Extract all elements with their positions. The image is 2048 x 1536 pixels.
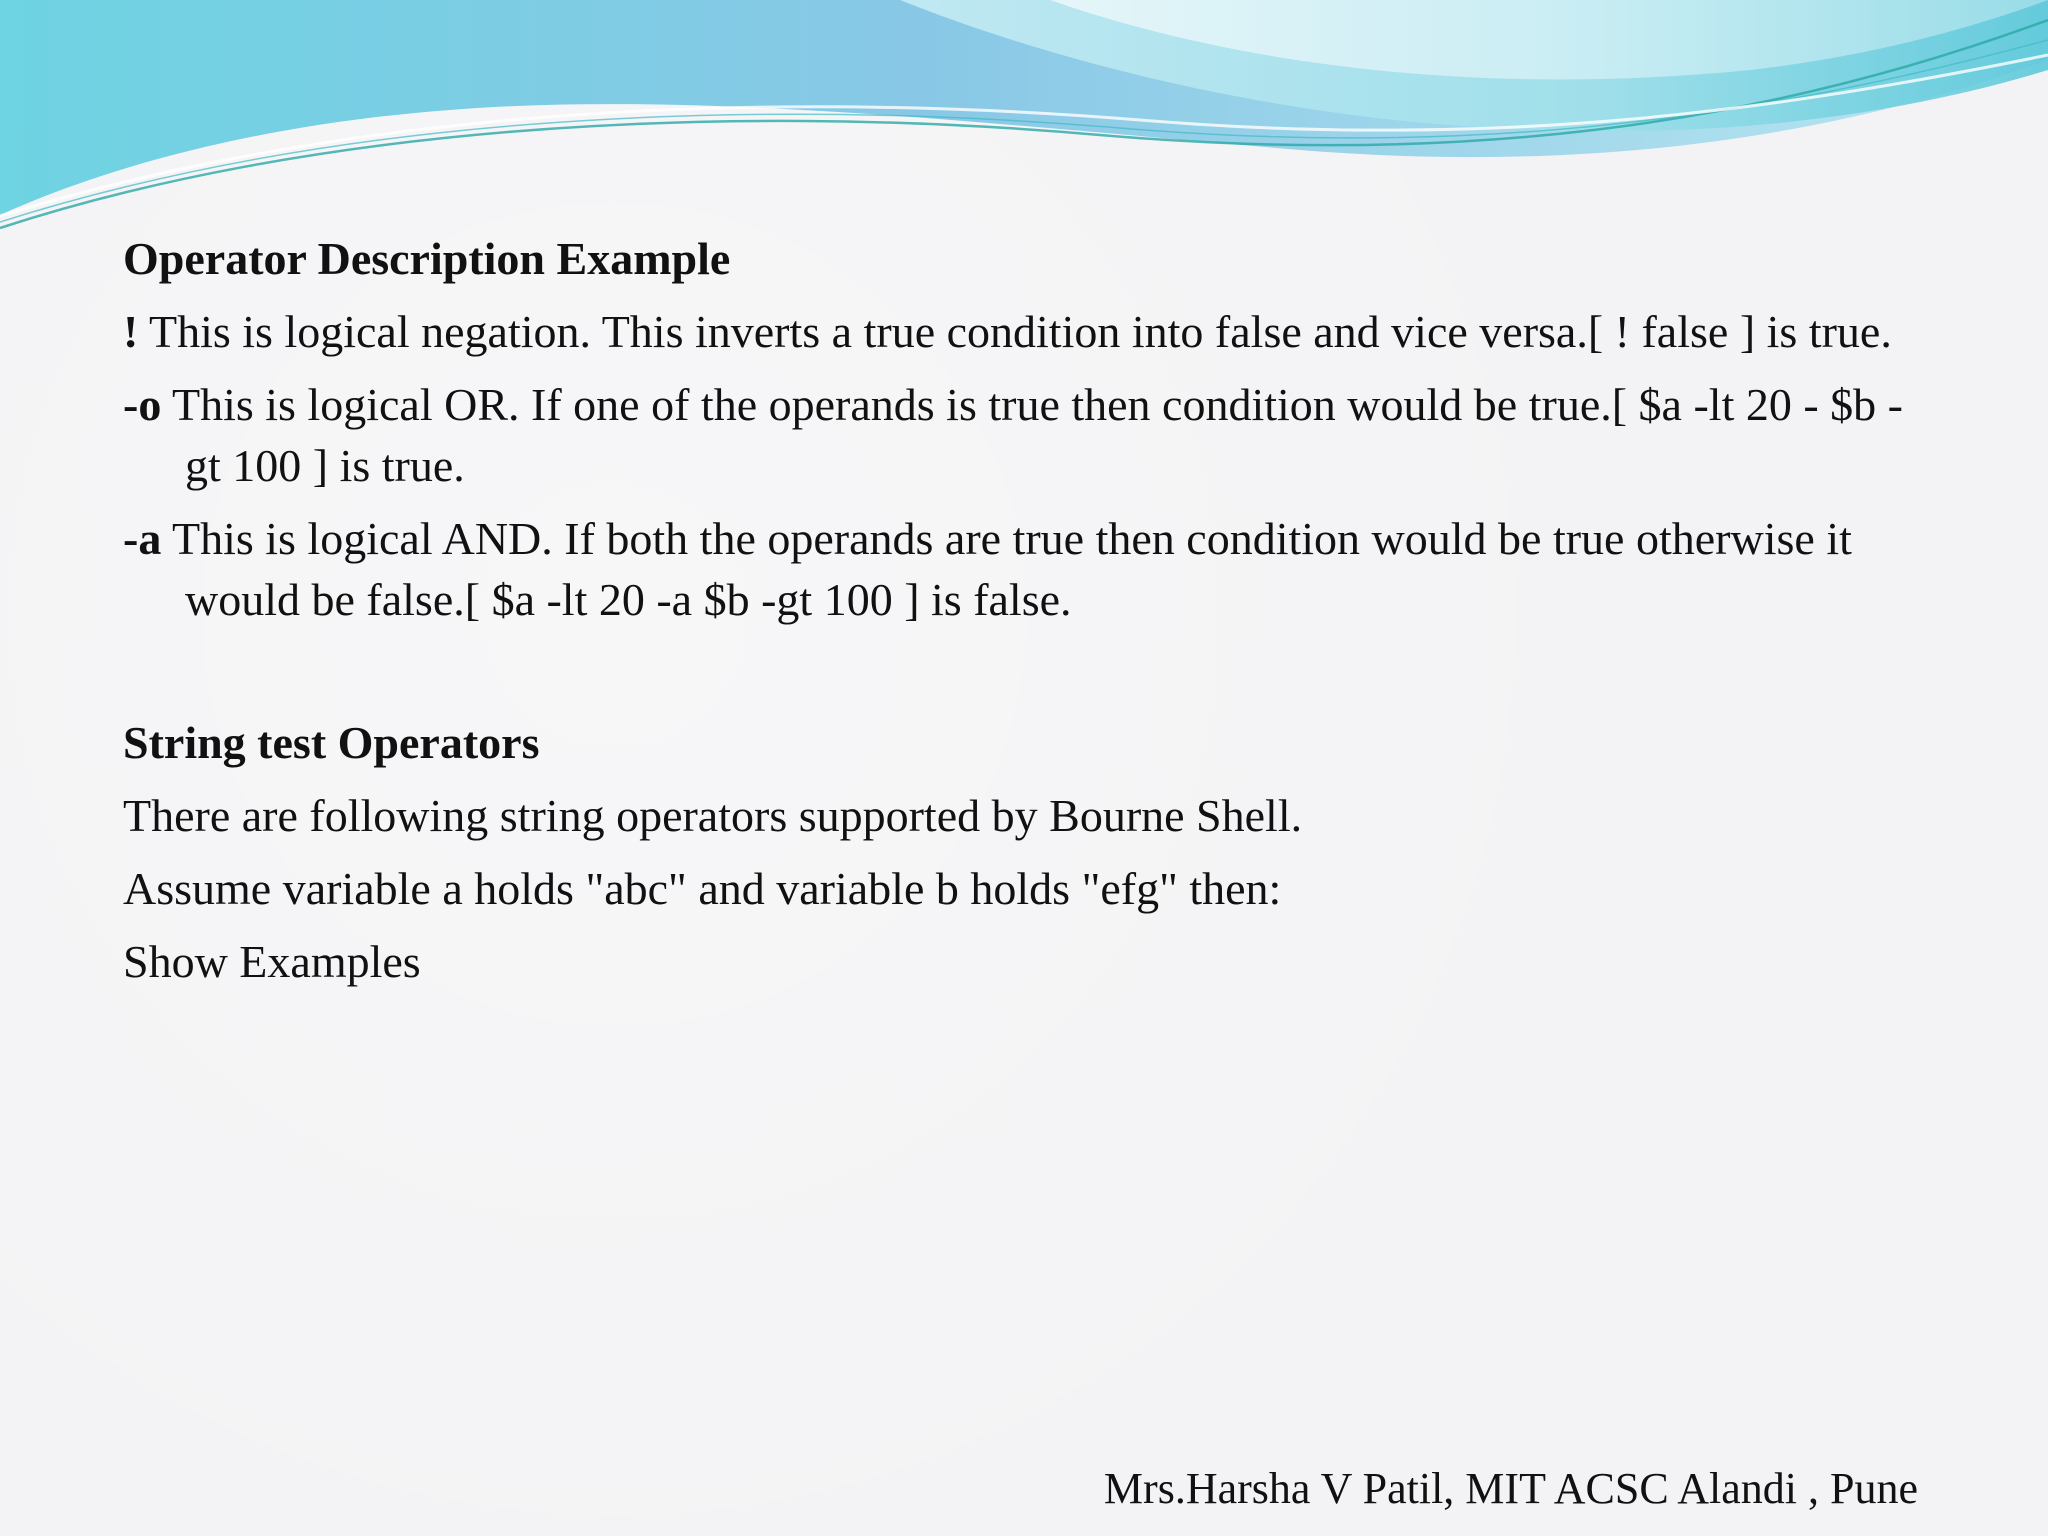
heading-operator-description-example: Operator Description Example xyxy=(123,233,731,284)
operator-description: This is logical AND. If both the operands are true then condition would be true otherwise it would be false.[ $a -lt 20 -a $b -gt 100 ] is false. xyxy=(161,513,1852,625)
footer-author: Mrs.Harsha V Patil, MIT ACSC Alandi , Pune xyxy=(1103,1464,1918,1513)
text-line: Assume variable a holds "abc" and variable b holds "efg" then: xyxy=(123,863,1282,914)
show-examples-text: Show Examples xyxy=(123,936,421,987)
slide-content xyxy=(123,228,1923,1004)
decorative-wave-header xyxy=(0,0,2048,240)
operator-negation-entry xyxy=(123,301,1923,362)
operator-symbol: -o xyxy=(123,379,162,430)
operator-and-entry xyxy=(123,508,1923,630)
text-line: There are following string operators supported by Bourne Shell. xyxy=(123,790,1303,841)
operator-symbol: ! xyxy=(123,306,139,357)
operator-symbol: -a xyxy=(123,513,162,564)
operator-or-entry xyxy=(123,374,1923,496)
operator-description: This is logical negation. This inverts a true condition into false and vice versa.[ ! false ] is true. xyxy=(138,306,1892,357)
heading-string-test-operators: String test Operators xyxy=(123,717,540,768)
spacer xyxy=(123,642,1923,712)
operator-description: This is logical OR. If one of the operands is true then condition would be true.[ $a -lt 20 - $b -gt 100 ] is true. xyxy=(161,379,1903,491)
